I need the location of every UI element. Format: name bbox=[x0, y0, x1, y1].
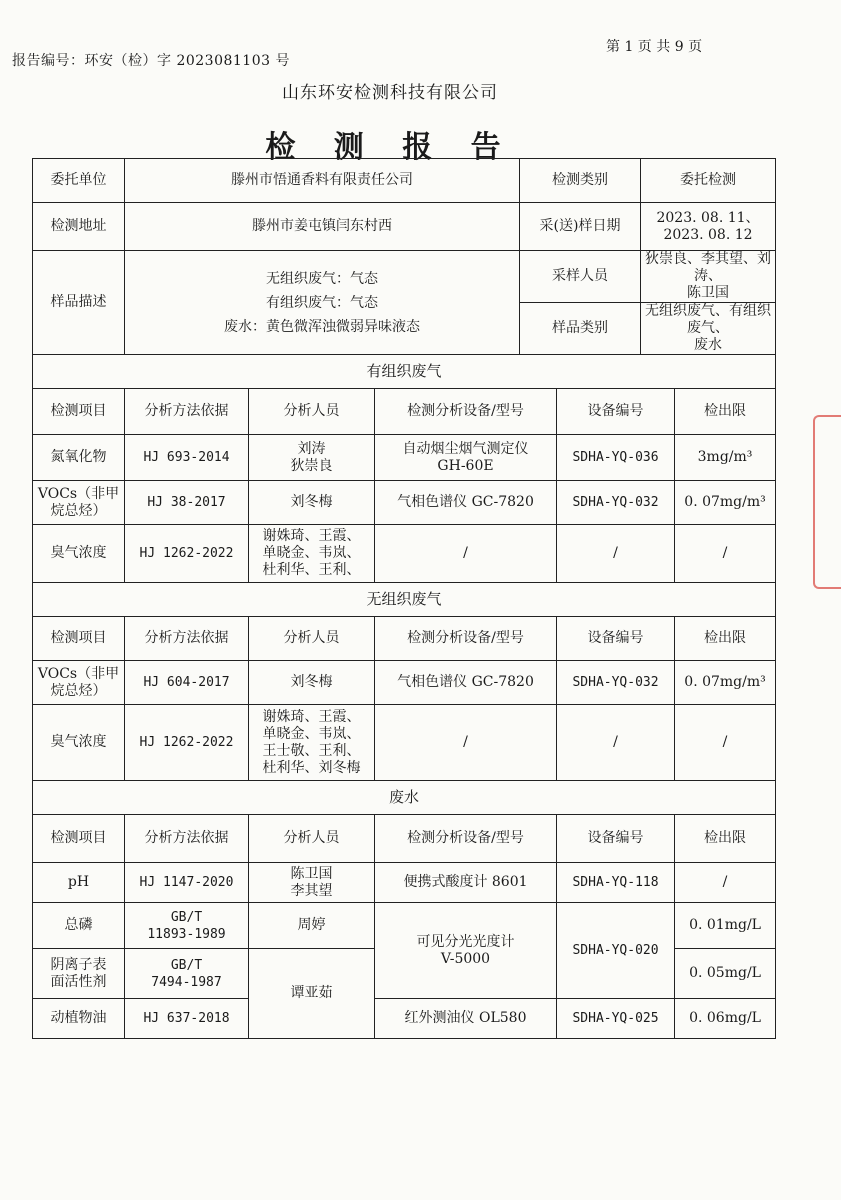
analyst-cell: 谢姝琦、王霞、 单晓金、韦岚、 王士敬、王利、 杜利华、刘冬梅 bbox=[249, 705, 375, 781]
equipment-cell: 气相色谱仪 GC-7820 bbox=[375, 661, 557, 705]
equip-no-cell-shared: SDHA-YQ-020 bbox=[557, 903, 675, 999]
col-limit: 检出限 bbox=[675, 389, 776, 435]
col-method: 分析方法依据 bbox=[125, 815, 249, 863]
equipment-cell-shared: 可见分光光度计 V-5000 bbox=[375, 903, 557, 999]
limit-cell: 0. 01mg/L bbox=[675, 903, 776, 949]
table-row bbox=[33, 481, 776, 525]
limit-cell: 0. 06mg/L bbox=[675, 999, 776, 1039]
info-row-address bbox=[33, 203, 776, 251]
sample-desc-line-2: 有组织废气：气态 bbox=[266, 294, 378, 311]
method-cell: HJ 604-2017 bbox=[125, 661, 249, 705]
col-equipment: 检测分析设备/型号 bbox=[375, 617, 557, 661]
col-method: 分析方法依据 bbox=[125, 617, 249, 661]
analyst-cell: 周婷 bbox=[249, 903, 375, 949]
report-title: 检 测 报 告 bbox=[265, 130, 515, 165]
sampler-label: 采样人员 bbox=[520, 251, 641, 303]
col-analyst: 分析人员 bbox=[249, 389, 375, 435]
item-cell: 动植物油 bbox=[33, 999, 125, 1039]
section-wastewater bbox=[33, 781, 776, 815]
method-cell: HJ 1147-2020 bbox=[125, 863, 249, 903]
limit-cell: 3mg/m³ bbox=[675, 435, 776, 481]
item-cell: pH bbox=[33, 863, 125, 903]
analyst-cell: 刘冬梅 bbox=[249, 661, 375, 705]
equip-no-cell: SDHA-YQ-025 bbox=[557, 999, 675, 1039]
col-equipment: 检测分析设备/型号 bbox=[375, 815, 557, 863]
col-limit: 检出限 bbox=[675, 617, 776, 661]
sample-desc-line-1: 无组织废气：气态 bbox=[266, 270, 378, 287]
sampler-value: 狄崇良、李其望、刘涛、 陈卫国 bbox=[641, 251, 776, 303]
equipment-cell: / bbox=[375, 705, 557, 781]
col-method: 分析方法依据 bbox=[125, 389, 249, 435]
sample-type-value: 无组织废气、有组织废气、 废水 bbox=[641, 303, 776, 355]
equip-no-cell: / bbox=[557, 705, 675, 781]
limit-cell: 0. 07mg/m³ bbox=[675, 481, 776, 525]
page-indicator: 第 1 页 共 9 页 bbox=[606, 39, 703, 55]
col-equip-no: 设备编号 bbox=[557, 815, 675, 863]
method-cell: HJ 38-2017 bbox=[125, 481, 249, 525]
item-cell: 臭气浓度 bbox=[33, 705, 125, 781]
address-value: 滕州市姜屯镇闫东村西 bbox=[125, 203, 520, 251]
method-cell: GB/T 11893-1989 bbox=[125, 903, 249, 949]
analyst-cell: 刘涛 狄崇良 bbox=[249, 435, 375, 481]
section-title-wastewater: 废水 bbox=[33, 781, 776, 815]
item-cell: 氮氧化物 bbox=[33, 435, 125, 481]
analyst-cell: 刘冬梅 bbox=[249, 481, 375, 525]
limit-cell: / bbox=[675, 863, 776, 903]
limit-cell: / bbox=[675, 705, 776, 781]
equip-no-cell: SDHA-YQ-118 bbox=[557, 863, 675, 903]
info-row-sample-1 bbox=[33, 251, 776, 303]
equipment-cell: 自动烟尘烟气测定仪 GH-60E bbox=[375, 435, 557, 481]
equip-no-cell: SDHA-YQ-036 bbox=[557, 435, 675, 481]
sample-desc-value bbox=[125, 251, 520, 355]
header-row-organized bbox=[33, 389, 776, 435]
analyst-cell: 陈卫国 李其望 bbox=[249, 863, 375, 903]
col-item: 检测项目 bbox=[33, 815, 125, 863]
item-cell: VOCs（非甲 烷总烃） bbox=[33, 481, 125, 525]
method-cell: HJ 1262-2022 bbox=[125, 705, 249, 781]
limit-cell: 0. 07mg/m³ bbox=[675, 661, 776, 705]
method-cell: HJ 693-2014 bbox=[125, 435, 249, 481]
company-name: 山东环安检测科技有限公司 bbox=[282, 83, 498, 103]
analyst-cell-shared: 谭亚茹 bbox=[249, 949, 375, 1039]
table-row bbox=[33, 661, 776, 705]
table-row bbox=[33, 435, 776, 481]
col-item: 检测项目 bbox=[33, 617, 125, 661]
equipment-cell: 便携式酸度计 8601 bbox=[375, 863, 557, 903]
item-cell: VOCs（非甲 烷总烃） bbox=[33, 661, 125, 705]
method-cell: GB/T 7494-1987 bbox=[125, 949, 249, 999]
equipment-cell: 红外测油仪 OL580 bbox=[375, 999, 557, 1039]
col-equipment: 检测分析设备/型号 bbox=[375, 389, 557, 435]
equipment-cell: 气相色谱仪 GC-7820 bbox=[375, 481, 557, 525]
equip-no-cell: SDHA-YQ-032 bbox=[557, 661, 675, 705]
header-row-unorganized bbox=[33, 617, 776, 661]
item-cell: 臭气浓度 bbox=[33, 525, 125, 583]
sampling-date-label: 采(送)样日期 bbox=[520, 203, 641, 251]
header-row-wastewater bbox=[33, 815, 776, 863]
section-organized bbox=[33, 355, 776, 389]
col-analyst: 分析人员 bbox=[249, 815, 375, 863]
limit-cell: 0. 05mg/L bbox=[675, 949, 776, 999]
col-analyst: 分析人员 bbox=[249, 617, 375, 661]
section-title-organized: 有组织废气 bbox=[33, 355, 776, 389]
limit-cell: / bbox=[675, 525, 776, 583]
seal-stamp-edge bbox=[813, 415, 841, 589]
sample-desc-line-3: 废水：黄色微浑浊微弱异味液态 bbox=[224, 318, 420, 335]
sampling-date-value: 2023. 08. 11、2023. 08. 12 bbox=[641, 203, 776, 251]
sample-type-label: 样品类别 bbox=[520, 303, 641, 355]
equip-no-cell: SDHA-YQ-032 bbox=[557, 481, 675, 525]
report-table bbox=[32, 158, 776, 1039]
col-item: 检测项目 bbox=[33, 389, 125, 435]
item-cell: 阴离子表 面活性剂 bbox=[33, 949, 125, 999]
equipment-cell: / bbox=[375, 525, 557, 583]
table-row-tp bbox=[33, 903, 776, 949]
sample-desc-label: 样品描述 bbox=[33, 251, 125, 355]
table-row bbox=[33, 525, 776, 583]
section-unorganized bbox=[33, 583, 776, 617]
test-type-label: 检测类别 bbox=[520, 159, 641, 203]
analyst-cell: 谢姝琦、王霞、 单晓金、韦岚、 杜利华、王利、 bbox=[249, 525, 375, 583]
col-equip-no: 设备编号 bbox=[557, 389, 675, 435]
table-row bbox=[33, 705, 776, 781]
info-row-client bbox=[33, 159, 776, 203]
table-row-oil bbox=[33, 999, 776, 1039]
client-value: 滕州市悟通香料有限责任公司 bbox=[125, 159, 520, 203]
method-cell: HJ 637-2018 bbox=[125, 999, 249, 1039]
col-equip-no: 设备编号 bbox=[557, 617, 675, 661]
table-row-ph bbox=[33, 863, 776, 903]
section-title-unorganized: 无组织废气 bbox=[33, 583, 776, 617]
col-limit: 检出限 bbox=[675, 815, 776, 863]
test-type-value: 委托检测 bbox=[641, 159, 776, 203]
address-label: 检测地址 bbox=[33, 203, 125, 251]
client-label: 委托单位 bbox=[33, 159, 125, 203]
item-cell: 总磷 bbox=[33, 903, 125, 949]
equip-no-cell: / bbox=[557, 525, 675, 583]
report-number: 报告编号：环安（检）字 2023081103 号 bbox=[12, 53, 290, 69]
method-cell: HJ 1262-2022 bbox=[125, 525, 249, 583]
